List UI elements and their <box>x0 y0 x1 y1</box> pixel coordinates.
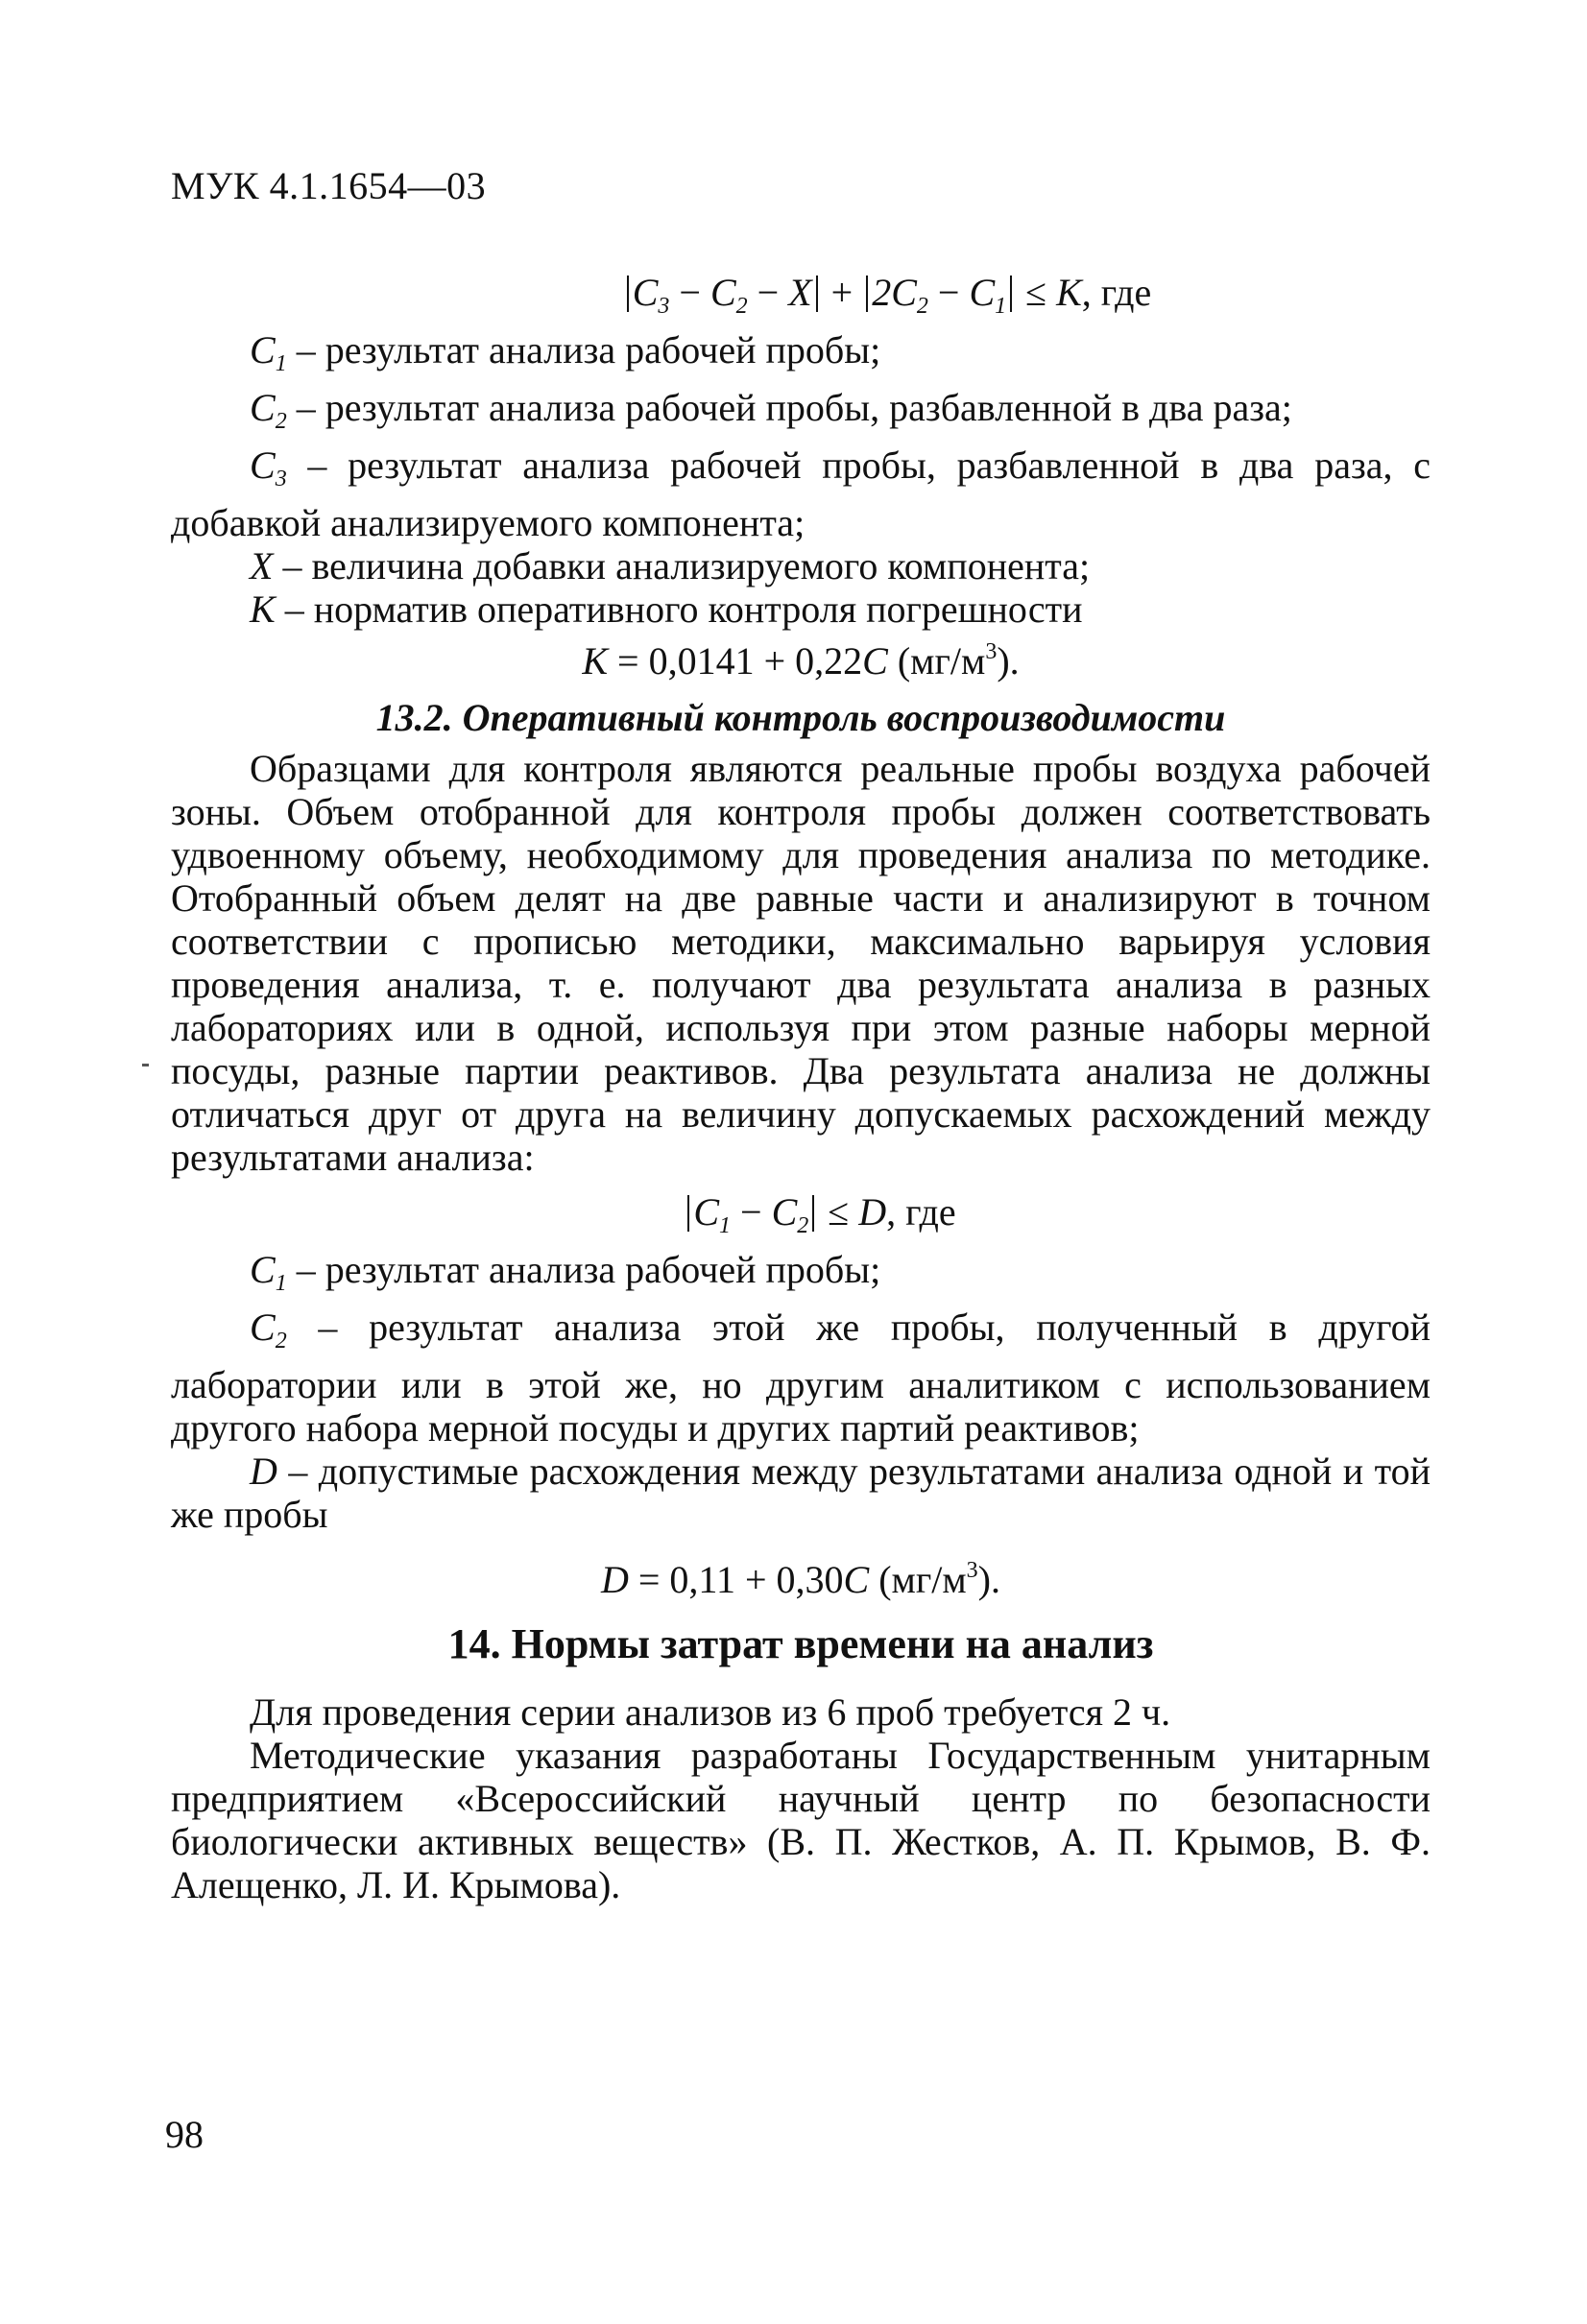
subscript: 2 <box>735 294 748 319</box>
symbol-c2: C <box>771 1190 798 1234</box>
def-text: – результат анализа рабочей пробы; <box>286 328 881 371</box>
def-symbol: C <box>250 328 276 371</box>
definition-line <box>171 386 1431 443</box>
def-text: – результат анализа рабочей пробы; <box>286 1248 881 1291</box>
formula-end: ). <box>977 1558 1000 1601</box>
document-code: МУК 4.1.1654—03 <box>171 164 487 207</box>
subscript: 1 <box>275 1271 287 1296</box>
superscript: 3 <box>985 639 998 664</box>
def-text: – результат анализа рабочей пробы, разбавленной в два раза; <box>286 386 1292 429</box>
subscript: 2 <box>916 294 928 319</box>
symbol-d: D <box>600 1558 629 1601</box>
definition-line <box>171 544 1431 587</box>
definition-line <box>171 587 1431 631</box>
section-heading-14: 14. Нормы затрат времени на анализ <box>447 1620 1154 1667</box>
symbol-k: K <box>1056 271 1082 314</box>
symbol-k: K <box>582 639 609 683</box>
definition-line <box>171 1450 1431 1536</box>
def-symbol: D <box>250 1450 277 1493</box>
scan-mark <box>142 1064 149 1066</box>
def-symbol: C <box>250 443 276 487</box>
formula-d-norm <box>171 1549 1431 1601</box>
subscript: 1 <box>719 1213 732 1238</box>
abs-bar <box>812 1195 814 1232</box>
formula-where: , где <box>886 1190 956 1234</box>
subscript: 2 <box>275 1329 287 1354</box>
section-heading-13-2: 13.2. Оперативный контроль воспроизводимости <box>375 696 1226 739</box>
formula-reproducibility-check <box>171 1190 1431 1248</box>
abs-bar <box>687 1195 689 1232</box>
abs-bar <box>816 276 818 312</box>
abs-bar <box>627 276 629 312</box>
operator: − <box>669 271 710 314</box>
symbol-c1: C <box>693 1190 720 1234</box>
abs-bar <box>1010 276 1012 312</box>
def-text: – норматив оперативного контроля погрешности <box>275 587 1083 631</box>
definition-line <box>171 1306 1431 1450</box>
subscript: 3 <box>658 294 670 319</box>
page-content <box>171 271 1431 1906</box>
def-text: – величина добавки анализируемого компонента; <box>273 544 1091 587</box>
symbol-c1: C <box>969 271 996 314</box>
definition-line <box>171 328 1431 386</box>
def-symbol: C <box>250 1248 276 1291</box>
formula-accuracy-check <box>171 271 1431 328</box>
operator: − <box>731 1190 772 1234</box>
def-symbol: C <box>250 1306 276 1349</box>
unit: (мг/м <box>869 1558 967 1601</box>
formula-k-norm <box>171 631 1431 683</box>
symbol-c: C <box>843 1558 870 1601</box>
symbol-c3: C <box>632 271 659 314</box>
subscript: 3 <box>275 467 287 491</box>
def-symbol: K <box>250 587 276 631</box>
subscript: 2 <box>275 409 287 434</box>
paragraph-reproducibility: Образцами для контроля являются реальные пробы воздуха рабочей зоны. Объем отобранной для контроля пробы должен соответствовать удвоенному объему, необходимому для проведения анализа по методике. Отобранный объем делят на две равные части и анализируют в точном соответствии с прописью методики, максимально варьируя условия проведения анализа, т. е. получают два результата анализа в разных лабораториях или в одной, используя при этом разные наборы мерной посуды, разные партии реактивов. Два результата анализа не должны отличаться друг от друга на величину допускаемых расхождений между результатами анализа: <box>171 747 1431 1179</box>
formula-expression: = 0,11 + 0,30 <box>628 1558 844 1601</box>
abs-bar <box>866 276 868 312</box>
superscript: 3 <box>966 1558 978 1583</box>
operator: ≤ <box>818 1190 859 1234</box>
definition-line <box>171 1248 1431 1306</box>
subscript: 1 <box>275 351 287 376</box>
symbol-d: D <box>858 1190 887 1234</box>
subscript: 1 <box>995 294 1007 319</box>
formula-end: ). <box>997 639 1020 683</box>
operator: − <box>747 271 789 314</box>
def-text: – допустимые расхождения между результатами анализа одной и той же пробы <box>171 1450 1431 1536</box>
operator: + <box>821 271 863 314</box>
unit: (мг/м <box>887 639 986 683</box>
operator: − <box>927 271 970 314</box>
page-number: 98 <box>165 2113 204 2156</box>
paragraph-time-norm: Для проведения серии анализов из 6 проб требуется 2 ч. <box>250 1690 1171 1734</box>
def-text: – результат анализа этой же пробы, полученный в другой лаборатории или в этой же, но другим аналитиком с использованием другого набора мерной посуды и других партий реактивов; <box>171 1306 1431 1450</box>
symbol-c2: C <box>709 271 736 314</box>
subscript: 2 <box>797 1213 809 1238</box>
formula-expression: = 0,0141 + 0,22 <box>608 639 863 683</box>
symbol-2c2: 2C <box>872 271 917 314</box>
def-symbol: C <box>250 386 276 429</box>
def-symbol: X <box>250 544 274 587</box>
paragraph-authors: Методические указания разработаны Государственным унитарным предприятием «Всероссийский научный центр по безопасности биологически активных веществ» (В. П. Жестков, А. П. Крымов, В. Ф. Алещенко, Л. И. Крымова). <box>171 1734 1431 1906</box>
operator: ≤ <box>1016 271 1057 314</box>
definition-line <box>171 443 1431 544</box>
def-text: – результат анализа рабочей пробы, разбавленной в два раза, с добавкой анализируемого компонента; <box>171 443 1431 544</box>
symbol-x: X <box>788 271 812 314</box>
symbol-c: C <box>862 639 888 683</box>
formula-where: , где <box>1081 271 1152 314</box>
